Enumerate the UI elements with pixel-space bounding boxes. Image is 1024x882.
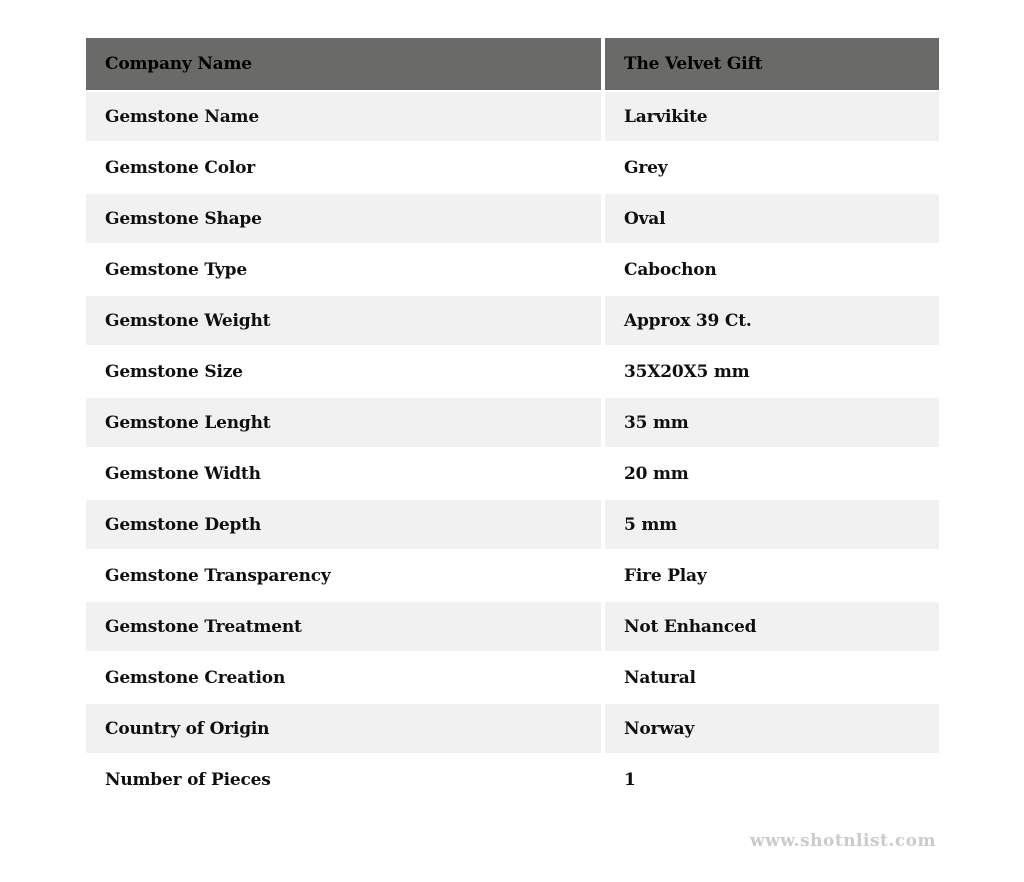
row-value: Oval: [605, 194, 939, 243]
table-row: [86, 347, 939, 396]
row-label: Gemstone Width: [86, 449, 601, 498]
row-value: 35 mm: [605, 398, 939, 447]
row-value: Larvikite: [605, 92, 939, 141]
table-row: [86, 653, 939, 702]
row-value: 1: [605, 755, 939, 804]
table-header-label: Company Name: [86, 38, 601, 90]
row-value: Fire Play: [605, 551, 939, 600]
table-row: [86, 602, 939, 651]
row-label: Gemstone Type: [86, 245, 601, 294]
table-row: [86, 245, 939, 294]
row-label: Gemstone Weight: [86, 296, 601, 345]
table-row: [86, 551, 939, 600]
table-row: [86, 755, 939, 804]
row-label: Gemstone Size: [86, 347, 601, 396]
table-row: [86, 500, 939, 549]
row-value: Not Enhanced: [605, 602, 939, 651]
row-value: Cabochon: [605, 245, 939, 294]
table-row: [86, 704, 939, 753]
table-header-value: The Velvet Gift: [605, 38, 939, 90]
watermark: www.shotnlist.com: [749, 831, 936, 851]
row-label: Gemstone Treatment: [86, 602, 601, 651]
table-body: [86, 92, 939, 804]
row-label: Number of Pieces: [86, 755, 601, 804]
table-row: [86, 398, 939, 447]
row-value: Approx 39 Ct.: [605, 296, 939, 345]
table-row: [86, 449, 939, 498]
row-label: Gemstone Creation: [86, 653, 601, 702]
table-row: [86, 194, 939, 243]
row-label: Gemstone Shape: [86, 194, 601, 243]
row-value: Norway: [605, 704, 939, 753]
row-value: Grey: [605, 143, 939, 192]
table-row: [86, 92, 939, 141]
table-header-row: [86, 38, 939, 90]
row-value: 35X20X5 mm: [605, 347, 939, 396]
row-label: Gemstone Color: [86, 143, 601, 192]
product-spec-table: [86, 38, 939, 806]
row-label: Gemstone Depth: [86, 500, 601, 549]
row-value: Natural: [605, 653, 939, 702]
table-row: [86, 143, 939, 192]
table-row: [86, 296, 939, 345]
row-label: Gemstone Transparency: [86, 551, 601, 600]
row-value: 5 mm: [605, 500, 939, 549]
row-label: Gemstone Lenght: [86, 398, 601, 447]
row-value: 20 mm: [605, 449, 939, 498]
row-label: Gemstone Name: [86, 92, 601, 141]
row-label: Country of Origin: [86, 704, 601, 753]
